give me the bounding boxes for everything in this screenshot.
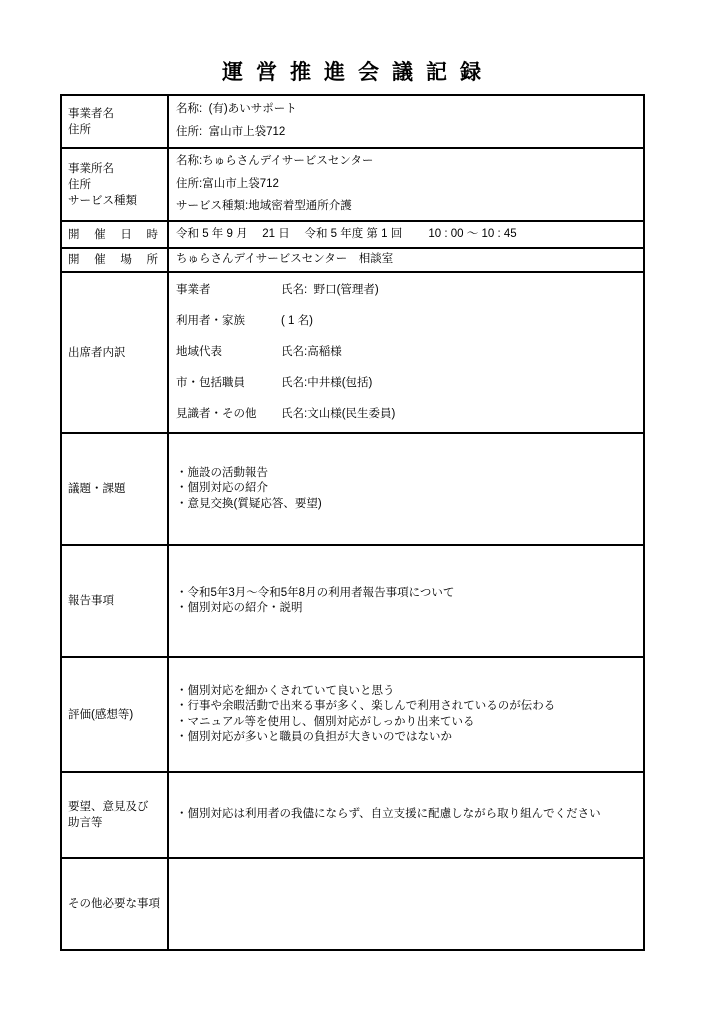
row-attendees-value [169, 273, 643, 432]
attendee-entry [176, 407, 639, 423]
label-line: サービス種類 [68, 194, 137, 207]
attendee-role: 市・包括職員 [176, 376, 245, 389]
row-reports-value [169, 546, 643, 656]
row-other-value [169, 859, 643, 949]
report-item: ・個別対応の紹介・説明 [176, 602, 303, 614]
row-requests-value [169, 773, 643, 857]
attendee-role: 地域代表 [176, 345, 222, 358]
label-line: 助言等 [68, 817, 103, 829]
row-place [62, 249, 643, 273]
agenda-item: ・個別対応の紹介 [176, 482, 268, 495]
evaluation-item: ・個別対応が多いと職員の負担が大きいのではないか [176, 731, 452, 743]
label-line: 事業者名 [68, 107, 114, 120]
row-place-label [62, 249, 169, 271]
evaluation-item: ・行事や余暇活動で出来る事が多く、楽しんで利用されているのが伝わる [176, 700, 556, 712]
row-other [62, 859, 643, 949]
label-line: その他必要な事項 [68, 898, 160, 910]
attendee-role: 利用者・家族 [176, 314, 245, 327]
office-name: 名称:ちゅらさんデイサービスセンター [176, 155, 374, 168]
row-evaluation-value [169, 658, 643, 771]
meeting-place: ちゅらさんデイサービスセンター 相談室 [176, 253, 394, 266]
attendee-name: ( 1 名) [281, 314, 313, 327]
report-item: ・令和5年3月～令和5年8月の利用者報告事項について [176, 586, 455, 599]
row-reports [62, 546, 643, 658]
row-requests-label [62, 773, 169, 857]
request-item: ・個別対応は利用者の我儘にならず、自立支援に配慮しながら取り組んでください [176, 808, 601, 821]
label-line: 出席者内訳 [68, 346, 126, 359]
office-address: 住所:富山市上袋712 [176, 177, 279, 190]
label-line: 議題・課題 [68, 483, 126, 495]
row-other-label [62, 859, 169, 949]
office-service-type: サービス種類:地域密着型通所介護 [176, 200, 352, 213]
row-agenda [62, 434, 643, 546]
evaluation-item: ・マニュアル等を使用し、個別対応がしっかり出来ている [176, 715, 475, 728]
attendee-entry [176, 376, 639, 392]
label-line: 住所 [68, 123, 91, 136]
business-address: 住所: 富山市上袋712 [176, 126, 286, 139]
attendee-entry [176, 314, 639, 330]
page-title: 運営推進会議記録 [222, 61, 494, 84]
row-requests [62, 773, 643, 859]
evaluation-item: ・個別対応を細かくされていて良いと思う [176, 684, 395, 697]
attendee-name: 氏名:文山様(民生委員) [281, 407, 396, 420]
meeting-datetime: 令和 5 年 9 月 21 日 令和 5 年度 第 1 回 10 : 00 ～ 10 : 45 [176, 227, 517, 240]
row-office-value [169, 149, 643, 220]
row-business-label [62, 96, 169, 147]
meeting-record-table [60, 94, 645, 951]
attendee-name: 氏名:高稲様 [281, 345, 342, 358]
label-line: 住所 [68, 178, 91, 191]
label-line: 報告事項 [68, 595, 114, 607]
row-attendees [62, 273, 643, 434]
attendee-entry [176, 283, 639, 299]
row-datetime [62, 222, 643, 249]
label-line: 要望、意見及び [68, 801, 149, 813]
row-place-value [169, 249, 643, 271]
row-reports-label [62, 546, 169, 656]
row-office-label [62, 149, 169, 220]
business-name: 名称: (有)あいサポート [176, 102, 297, 115]
row-business [62, 96, 643, 149]
agenda-item: ・施設の活動報告 [176, 466, 268, 479]
row-datetime-value [169, 222, 643, 247]
row-agenda-value [169, 434, 643, 544]
row-agenda-label [62, 434, 169, 544]
attendee-role: 見識者・その他 [176, 407, 257, 420]
attendee-entry [176, 345, 639, 361]
agenda-item: ・意見交換(質疑応答、要望) [176, 497, 322, 510]
row-evaluation [62, 658, 643, 773]
attendee-role: 事業者 [176, 283, 211, 296]
row-business-value [169, 96, 643, 147]
attendee-name: 氏名:中井様(包括) [281, 376, 373, 389]
row-evaluation-label [62, 658, 169, 771]
row-office [62, 149, 643, 222]
label-line: 事業所名 [68, 162, 114, 175]
label-line: 評価(感想等) [68, 708, 134, 721]
label-line: 開催日時 [68, 228, 158, 241]
label-line: 開催場所 [68, 254, 158, 266]
row-datetime-label [62, 222, 169, 247]
row-attendees-label [62, 273, 169, 432]
attendee-name: 氏名: 野口(管理者) [281, 283, 379, 296]
